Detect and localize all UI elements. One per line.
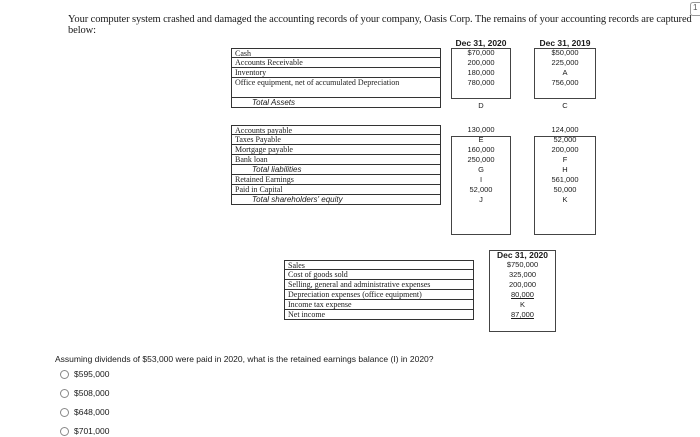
corner-badge: 1 [690,2,700,16]
cell-2020: $70,000 [467,48,495,57]
cell-2020: 200,000 [467,58,495,67]
row-label: Total Assets [231,98,441,108]
cell-value: 200,000 [508,280,537,289]
answer-option-3[interactable] [60,406,109,418]
row-label: Cost of goods sold [284,270,474,280]
row-label: Paid in Capital [231,185,441,195]
answer-option-2[interactable] [60,387,109,399]
row-label: Cash [231,48,441,58]
radio-button[interactable] [60,427,69,436]
cell-2019: A [562,68,568,77]
row-label: Mortgage payable [231,145,441,155]
cell-value: 325,000 [508,270,537,279]
cell-2019: 561,000 [551,175,579,184]
cell-2020: 250,000 [467,155,495,164]
intro-text: Your computer system crashed and damaged the accounting records of your company, Oasis Corp. The remains of your accounting records are captured below: [68,14,692,36]
row-label: Selling, general and administrative expenses [284,280,474,290]
cell-2019: 52,000 [553,135,577,144]
cell-2020: E [478,135,484,144]
option-label: $595,000 [74,369,110,379]
radio-button[interactable] [60,370,69,379]
option-label: $508,000 [74,388,110,398]
cell-2019: C [562,101,568,110]
cell-2019: 756,000 [551,78,579,87]
cell-2019: $50,000 [551,48,579,57]
row-label: Taxes Payable [231,135,441,145]
cell-value: 87,000 [511,310,534,319]
row-label: Depreciation expenses (office equipment) [284,290,474,300]
cell-2019: K [562,195,568,204]
cell-2020: 160,000 [467,145,495,154]
cell-value: $750,000 [506,260,539,269]
radio-button[interactable] [60,389,69,398]
row-label: Total liabilities [231,165,441,175]
col-header-2019: Dec 31, 2019 [539,38,591,48]
row-label: Accounts Receivable [231,58,441,68]
row-label: Net income [284,310,474,320]
row-label: Office equipment, net of accumulated Depreciation [231,78,441,98]
cell-2020: G [478,165,484,174]
row-label: Retained Earnings [231,175,441,185]
row-label: Total shareholders' equity [231,195,441,205]
radio-button[interactable] [60,408,69,417]
cell-2020: D [478,101,484,110]
option-label: $648,000 [74,407,110,417]
answer-option-1[interactable] [60,368,109,380]
answer-option-4[interactable] [60,425,109,437]
cell-2020: 180,000 [467,68,495,77]
cell-value: 80,000 [511,290,534,299]
cell-2019: 124,000 [551,125,579,134]
cell-2020: 780,000 [467,78,495,87]
question-text: Assuming dividends of $53,000 were paid in 2020, what is the retained earnings balance (I) in 2020? [55,354,434,364]
cell-2020: 130,000 [467,125,495,134]
cell-value: K [519,300,525,309]
cell-2020: 52,000 [469,185,493,194]
cell-2019: 50,000 [553,185,577,194]
row-label: Inventory [231,68,441,78]
cell-2019: H [562,165,568,174]
option-label: $701,000 [74,426,110,436]
col-header-2020: Dec 31, 2020 [455,38,507,48]
cell-2019: 225,000 [551,58,579,67]
cell-2019: F [562,155,568,164]
col-header-2020: Dec 31, 2020 [496,250,549,260]
row-label: Accounts payable [231,125,441,135]
cell-2020: J [479,195,483,204]
cell-2020: I [479,175,483,184]
row-label: Bank loan [231,155,441,165]
row-label: Sales [284,260,474,270]
row-label: Income tax expense [284,300,474,310]
cell-2019: 200,000 [551,145,579,154]
